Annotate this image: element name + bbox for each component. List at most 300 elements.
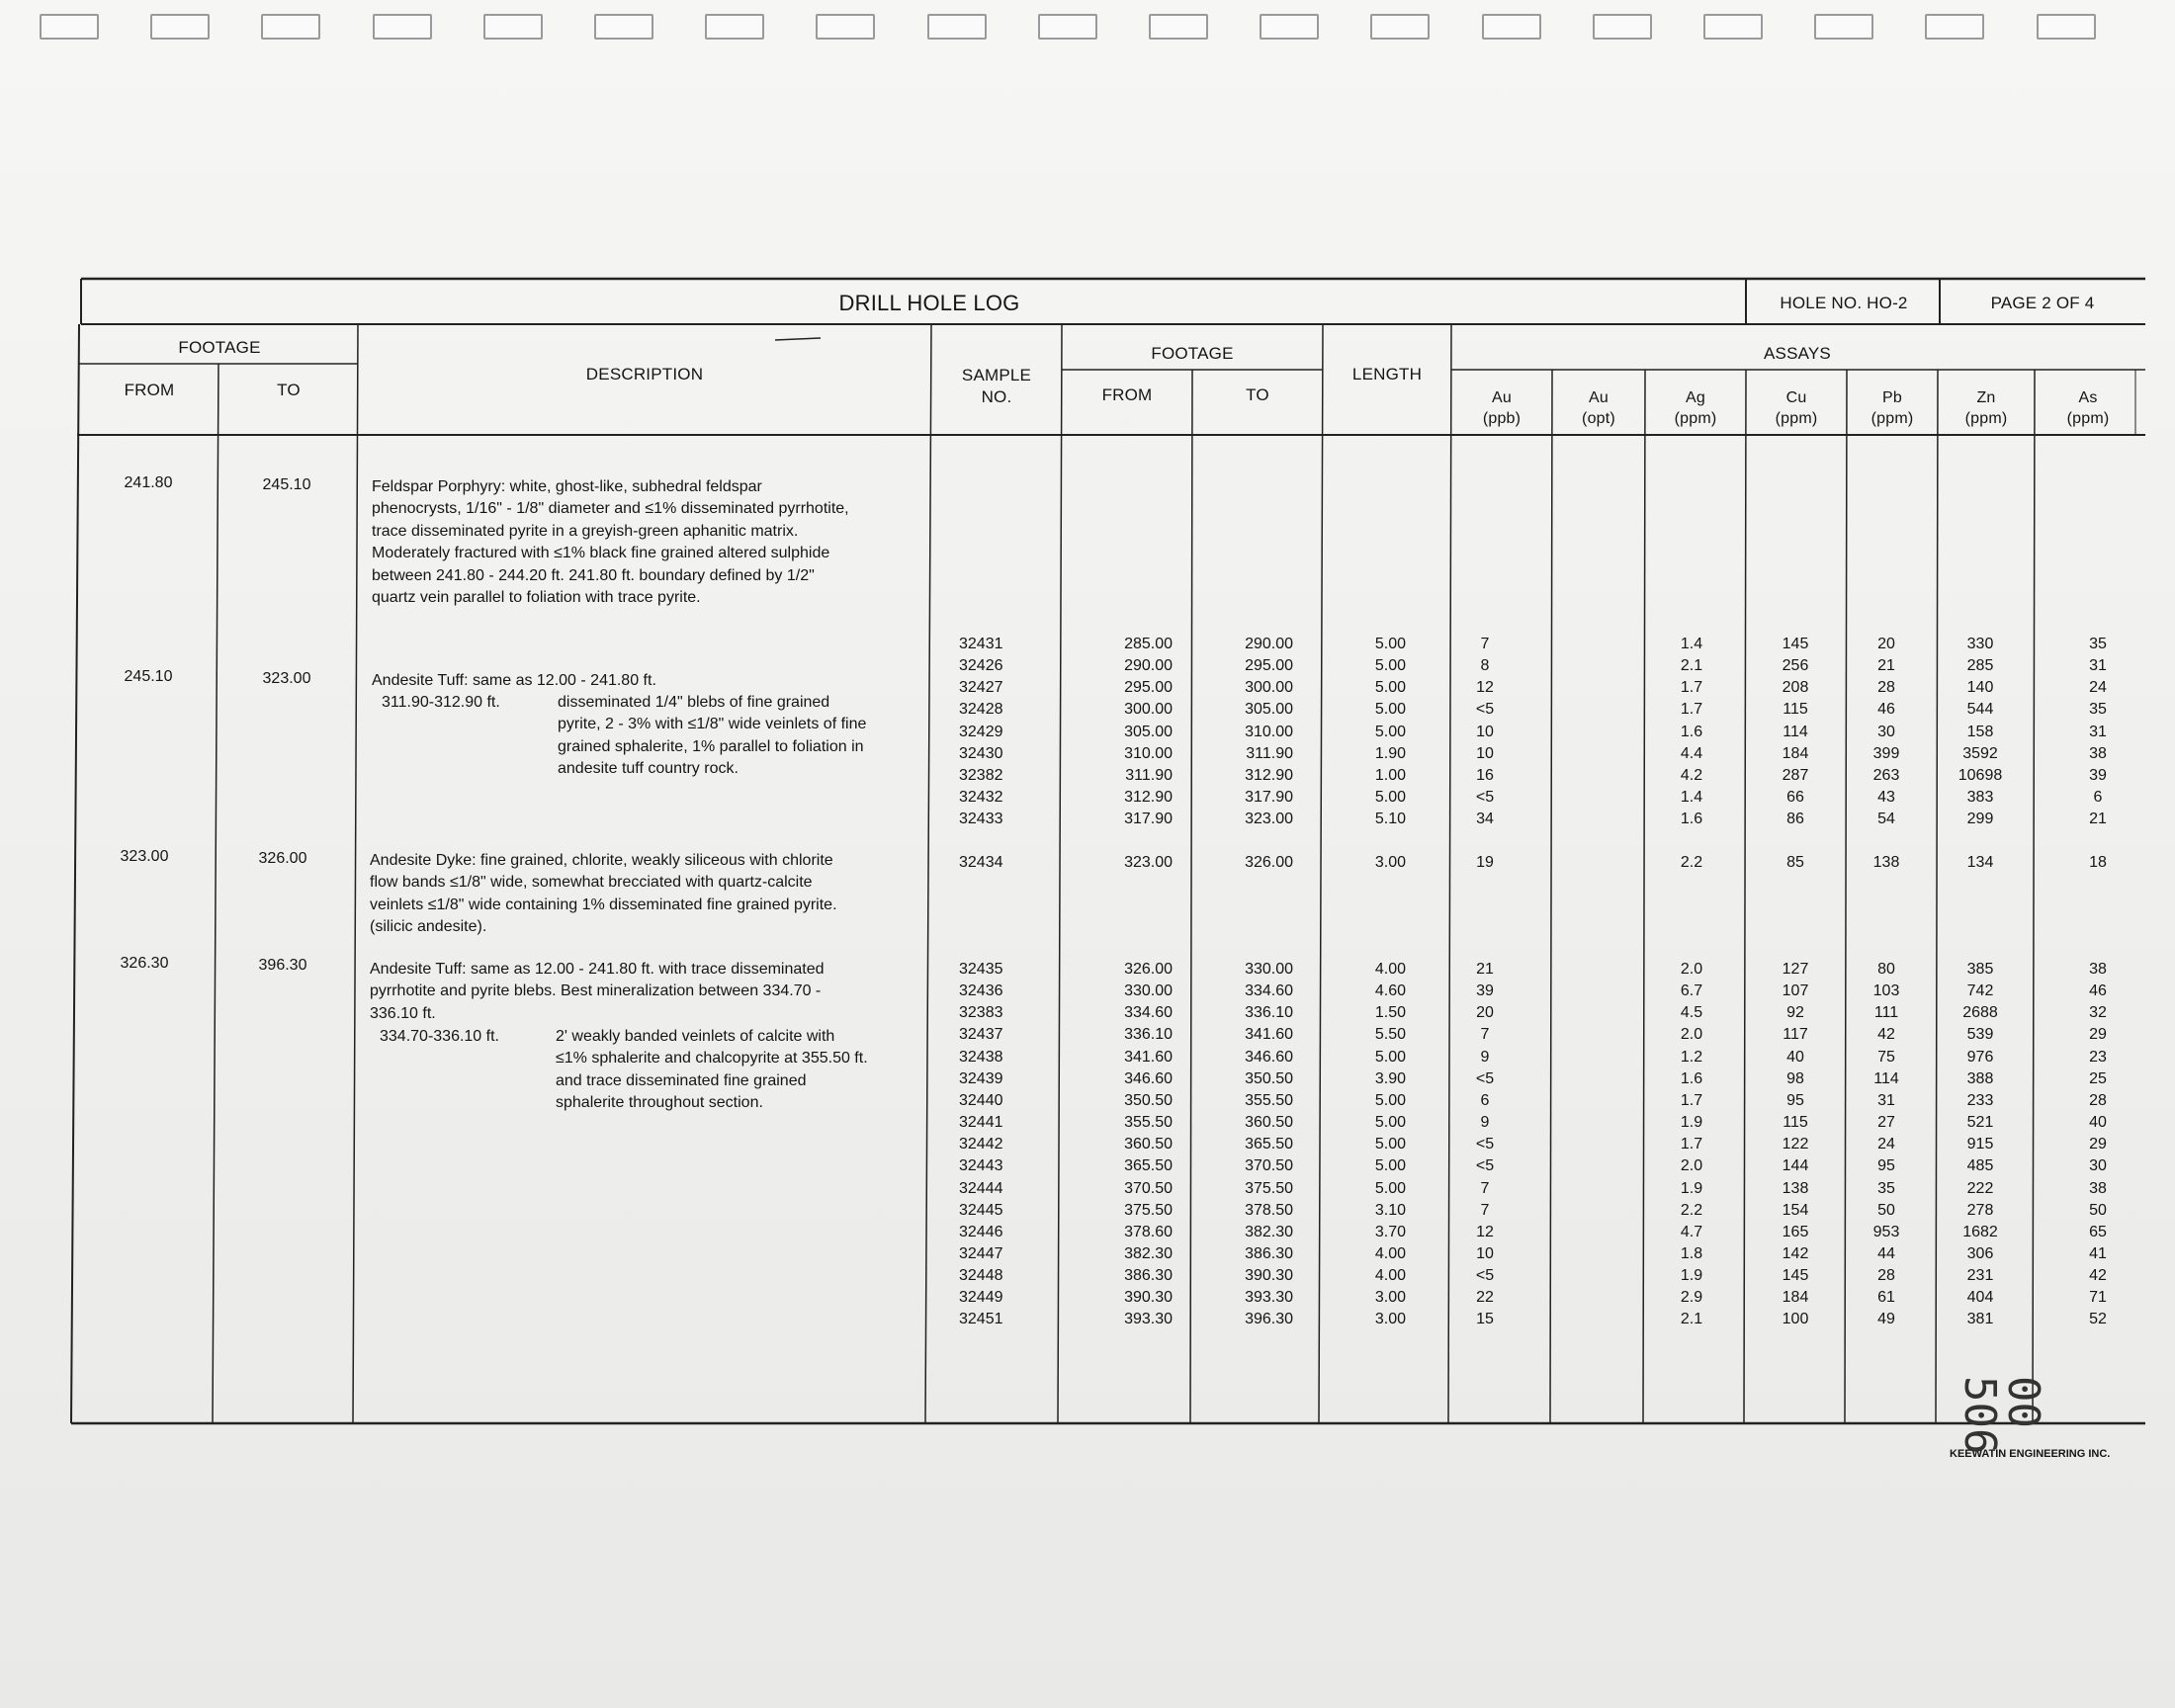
cell-au-ppb: 15 <box>1476 1311 1494 1328</box>
cell-zn: 388 <box>1966 1069 1994 1087</box>
cell-zn: 3592 <box>1962 744 1998 762</box>
cell-length: 1.50 <box>1374 1004 1406 1022</box>
sample-footage-header: FOOTAGE <box>1151 344 1234 363</box>
cell-from: 285.00 <box>1124 636 1173 652</box>
cell-zn: 1682 <box>1962 1223 1998 1240</box>
cell-cu: 184 <box>1782 744 1809 762</box>
assay-header-cu-unit: (ppm) <box>1775 410 1818 427</box>
interval-4-from: 326.30 <box>120 955 169 972</box>
cell-pb: 61 <box>1877 1289 1895 1307</box>
cell-as: 65 <box>2089 1223 2107 1240</box>
cell-length: 5.00 <box>1374 723 1406 740</box>
cell-sample: 32431 <box>959 636 1003 652</box>
sample-from-header: FROM <box>1101 385 1153 404</box>
cell-from: 346.60 <box>1124 1069 1173 1087</box>
cell-au-ppb: 10 <box>1476 744 1494 762</box>
cell-sample: 32433 <box>959 811 1003 828</box>
cell-sample: 32439 <box>959 1069 1003 1087</box>
page-stamp-number: 00 506 <box>1955 1376 2048 1455</box>
sub-interval-2: 334.70-336.10 ft. <box>380 1028 499 1045</box>
cell-ag: 4.7 <box>1680 1223 1703 1240</box>
cell-from: 295.00 <box>1124 679 1173 697</box>
cell-as: 40 <box>2089 1114 2107 1132</box>
cell-au-ppb: 19 <box>1476 854 1494 871</box>
cell-cu: 256 <box>1782 657 1809 675</box>
cell-length: 5.00 <box>1374 701 1406 719</box>
cell-au-ppb: 20 <box>1476 1004 1494 1022</box>
cell-cu: 100 <box>1782 1311 1809 1328</box>
cell-as: 29 <box>2089 1026 2107 1044</box>
cell-zn: 134 <box>1966 854 1994 871</box>
cell-zn: 140 <box>1966 679 1994 697</box>
cell-from: 350.50 <box>1124 1091 1173 1109</box>
cell-to: 365.50 <box>1245 1136 1293 1153</box>
cell-sample: 32432 <box>959 789 1003 807</box>
cell-to: 310.00 <box>1245 723 1293 740</box>
cell-length: 5.00 <box>1374 657 1406 675</box>
assay-header-ag-element: Ag <box>1686 389 1705 406</box>
cell-sample: 32434 <box>959 854 1003 871</box>
cell-au-ppb: 6 <box>1480 1091 1490 1109</box>
cell-ag: 1.7 <box>1680 1136 1703 1153</box>
cell-as: 52 <box>2089 1311 2107 1328</box>
cell-from: 323.00 <box>1124 854 1173 871</box>
cell-length: 5.50 <box>1374 1026 1406 1044</box>
cell-sample: 32435 <box>959 961 1003 978</box>
cell-au-ppb: 7 <box>1480 636 1490 652</box>
cell-to: 323.00 <box>1245 811 1293 828</box>
assay-header-pb-element: Pb <box>1882 389 1902 406</box>
cell-pb: 31 <box>1877 1091 1895 1109</box>
cell-au-ppb: 21 <box>1476 961 1494 978</box>
cell-to: 334.60 <box>1245 982 1293 1000</box>
cell-from: 317.90 <box>1124 811 1173 828</box>
cell-zn: 306 <box>1966 1244 1994 1262</box>
cell-as: 24 <box>2089 679 2107 697</box>
cell-ag: 1.6 <box>1680 811 1703 828</box>
cell-pb: 20 <box>1877 636 1895 652</box>
cell-to: 317.90 <box>1245 789 1293 807</box>
cell-sample: 32444 <box>959 1179 1003 1197</box>
cell-as: 6 <box>2093 789 2103 807</box>
cell-sample: 32443 <box>959 1157 1003 1175</box>
cell-pb: 953 <box>1872 1223 1900 1240</box>
cell-length: 1.90 <box>1374 744 1406 762</box>
cell-pb: 44 <box>1877 1244 1895 1262</box>
cell-zn: 539 <box>1966 1026 1994 1044</box>
assay-header-au-element: Au <box>1492 389 1512 406</box>
assay-header-au-unit: (ppb) <box>1482 410 1522 427</box>
cell-zn: 233 <box>1966 1091 1994 1109</box>
cell-au-ppb: 8 <box>1480 657 1490 675</box>
cell-cu: 184 <box>1782 1289 1809 1307</box>
cell-sample: 32429 <box>959 723 1003 740</box>
cell-cu: 144 <box>1782 1157 1809 1175</box>
cell-length: 5.00 <box>1374 1179 1406 1197</box>
cell-ag: 1.9 <box>1680 1179 1703 1197</box>
cell-as: 42 <box>2089 1267 2107 1285</box>
cell-to: 390.30 <box>1245 1267 1293 1285</box>
interval-1-to: 245.10 <box>262 476 311 493</box>
cell-length: 5.00 <box>1374 1114 1406 1132</box>
cell-to: 336.10 <box>1245 1004 1293 1022</box>
cell-from: 382.30 <box>1124 1244 1173 1262</box>
cell-pb: 138 <box>1872 854 1900 871</box>
cell-au-ppb: <5 <box>1475 789 1495 807</box>
assay-header-cu-element: Cu <box>1785 389 1807 406</box>
cell-cu: 66 <box>1786 789 1804 807</box>
cell-as: 71 <box>2089 1289 2107 1307</box>
company-footer: KEEWATIN ENGINEERING INC. <box>1950 1448 2111 1460</box>
cell-cu: 114 <box>1783 723 1808 740</box>
cell-cu: 127 <box>1782 961 1809 978</box>
interval-3-from: 323.00 <box>120 848 169 865</box>
cell-from: 393.30 <box>1124 1311 1173 1328</box>
cell-pb: 75 <box>1877 1048 1895 1066</box>
cell-pb: 35 <box>1877 1179 1895 1197</box>
cell-zn: 2688 <box>1962 1004 1998 1022</box>
interval-3-to: 326.00 <box>258 850 307 867</box>
cell-as: 35 <box>2089 701 2107 719</box>
cell-cu: 154 <box>1782 1201 1809 1219</box>
assays-header: ASSAYS <box>1764 344 1831 363</box>
cell-ag: 4.4 <box>1680 744 1703 762</box>
cell-pb: 50 <box>1877 1201 1895 1219</box>
cell-to: 375.50 <box>1245 1179 1293 1197</box>
cell-ag: 1.4 <box>1680 789 1703 807</box>
assay-header-ag-unit: (ppm) <box>1674 410 1717 427</box>
cell-as: 39 <box>2089 766 2107 784</box>
cell-to: 378.50 <box>1245 1201 1293 1219</box>
cell-to: 305.00 <box>1245 701 1293 719</box>
cell-au-ppb: 7 <box>1480 1201 1490 1219</box>
cell-au-ppb: <5 <box>1475 1136 1495 1153</box>
cell-sample: 32382 <box>959 766 1003 784</box>
cell-to: 330.00 <box>1245 961 1293 978</box>
sub-interval-1: 311.90-312.90 ft. <box>382 694 500 711</box>
assay-header-zn-element: Zn <box>1976 389 1996 406</box>
cell-from: 336.10 <box>1124 1026 1173 1044</box>
cell-to: 326.00 <box>1245 854 1293 871</box>
cell-length: 5.00 <box>1374 789 1406 807</box>
cell-to: 370.50 <box>1245 1157 1293 1175</box>
cell-as: 25 <box>2089 1069 2107 1087</box>
cell-from: 311.90 <box>1125 766 1173 784</box>
cell-zn: 485 <box>1966 1157 1994 1175</box>
interval-2-from: 245.10 <box>124 668 173 685</box>
cell-cu: 107 <box>1782 982 1809 1000</box>
cell-sample: 32438 <box>959 1048 1003 1066</box>
cell-sample: 32449 <box>959 1289 1003 1307</box>
cell-to: 355.50 <box>1245 1091 1293 1109</box>
cell-from: 334.60 <box>1124 1004 1173 1022</box>
cell-zn: 222 <box>1966 1179 1994 1197</box>
cell-from: 375.50 <box>1124 1201 1173 1219</box>
cell-as: 31 <box>2089 657 2107 675</box>
cell-zn: 10698 <box>1958 766 2003 784</box>
cell-au-ppb: 9 <box>1480 1114 1490 1132</box>
assay-header-as-unit: (ppm) <box>2066 410 2110 427</box>
cell-zn: 299 <box>1966 811 1994 828</box>
cell-zn: 915 <box>1966 1136 1994 1153</box>
assay-header-au-unit: (opt) <box>1582 410 1615 427</box>
cell-pb: 24 <box>1877 1136 1895 1153</box>
cell-from: 378.60 <box>1124 1223 1173 1240</box>
cell-to: 341.60 <box>1245 1026 1293 1044</box>
cell-pb: 30 <box>1877 723 1895 740</box>
cell-length: 4.60 <box>1374 982 1406 1000</box>
cell-length: 4.00 <box>1374 1267 1406 1285</box>
cell-au-ppb: 10 <box>1476 1244 1494 1262</box>
cell-cu: 145 <box>1782 636 1809 652</box>
interval-1-from: 241.80 <box>124 474 173 491</box>
cell-cu: 117 <box>1783 1026 1808 1044</box>
cell-cu: 122 <box>1782 1136 1809 1153</box>
cell-ag: 1.4 <box>1680 636 1703 652</box>
cell-from: 300.00 <box>1124 701 1173 719</box>
cell-pb: 28 <box>1877 1267 1895 1285</box>
assay-header-pb-unit: (ppm) <box>1870 410 1914 427</box>
cell-ag: 1.6 <box>1680 1069 1703 1087</box>
cell-sample: 32383 <box>959 1004 1003 1022</box>
cell-sample: 32445 <box>959 1201 1003 1219</box>
cell-au-ppb: 7 <box>1480 1179 1490 1197</box>
cell-pb: 80 <box>1877 961 1895 978</box>
cell-pb: 46 <box>1877 701 1895 719</box>
description-andesite-tuff-1-detail: disseminated 1/4" blebs of fine grained pyrite, 2 - 3% with ≤1/8" wide veinlets of fine grained sphalerite, 1% parallel to foliation in andesite tuff country rock. <box>558 694 867 778</box>
cell-pb: 42 <box>1877 1026 1895 1044</box>
cell-pb: 114 <box>1873 1069 1899 1087</box>
cell-length: 5.00 <box>1374 679 1406 697</box>
cell-cu: 145 <box>1782 1267 1809 1285</box>
cell-from: 305.00 <box>1124 723 1173 740</box>
cell-length: 5.00 <box>1374 1157 1406 1175</box>
cell-au-ppb: 39 <box>1476 982 1494 1000</box>
cell-pb: 27 <box>1877 1114 1895 1132</box>
cell-as: 28 <box>2089 1091 2107 1109</box>
cell-au-ppb: <5 <box>1475 701 1495 719</box>
cell-to: 386.30 <box>1245 1244 1293 1262</box>
cell-length: 5.10 <box>1374 811 1406 828</box>
footage-from-header: FROM <box>124 381 175 399</box>
cell-length: 5.00 <box>1374 636 1406 652</box>
cell-length: 3.00 <box>1374 1289 1406 1307</box>
hole-number: HOLE NO. HO-2 <box>1780 294 1908 312</box>
description-andesite-dyke: Andesite Dyke: fine grained, chlorite, weakly siliceous with chlorite flow bands ≤1/8" wide, somewhat brecciated with quartz-calcite veinlets ≤1/8" wide containing 1% disseminated fine grained pyrite. (silicic andesite). <box>370 852 837 936</box>
cell-ag: 1.7 <box>1680 679 1703 697</box>
cell-sample: 32426 <box>959 657 1003 675</box>
cell-to: 360.50 <box>1245 1114 1293 1132</box>
interval-4-to: 396.30 <box>258 957 307 974</box>
cell-sample: 32427 <box>959 679 1003 697</box>
cell-ag: 1.9 <box>1680 1267 1703 1285</box>
cell-sample: 32446 <box>959 1223 1003 1240</box>
cell-cu: 86 <box>1786 811 1804 828</box>
cell-ag: 1.8 <box>1680 1244 1703 1262</box>
cell-to: 311.90 <box>1246 744 1293 762</box>
cell-au-ppb: 22 <box>1476 1289 1494 1307</box>
cell-cu: 165 <box>1782 1223 1809 1240</box>
cell-to: 312.90 <box>1245 766 1293 784</box>
cell-sample: 32441 <box>959 1114 1003 1132</box>
cell-au-ppb: 7 <box>1480 1026 1490 1044</box>
cell-pb: 103 <box>1872 982 1900 1000</box>
cell-au-ppb: 12 <box>1476 1223 1494 1240</box>
cell-from: 312.90 <box>1124 789 1173 807</box>
cell-from: 390.30 <box>1124 1289 1173 1307</box>
cell-pb: 95 <box>1877 1157 1895 1175</box>
cell-ag: 2.0 <box>1680 1026 1703 1044</box>
sample-no-header-line2: NO. <box>981 387 1012 406</box>
cell-ag: 1.2 <box>1680 1048 1703 1066</box>
description-andesite-tuff-1: Andesite Tuff: same as 12.00 - 241.80 ft. <box>372 672 656 689</box>
cell-cu: 85 <box>1786 854 1804 871</box>
cell-length: 3.00 <box>1374 854 1406 871</box>
cell-pb: 111 <box>1873 1004 1899 1022</box>
cell-as: 50 <box>2089 1201 2107 1219</box>
cell-ag: 2.0 <box>1680 1157 1703 1175</box>
cell-sample: 32430 <box>959 744 1003 762</box>
cell-pb: 21 <box>1877 657 1895 675</box>
cell-cu: 40 <box>1786 1048 1804 1066</box>
cell-length: 1.00 <box>1374 766 1406 784</box>
cell-length: 3.00 <box>1374 1311 1406 1328</box>
cell-length: 3.70 <box>1374 1223 1406 1240</box>
cell-ag: 2.1 <box>1680 657 1703 675</box>
cell-from: 290.00 <box>1124 657 1173 675</box>
cell-length: 4.00 <box>1374 961 1406 978</box>
cell-ag: 4.2 <box>1680 766 1703 784</box>
cell-cu: 95 <box>1786 1091 1804 1109</box>
cell-ag: 4.5 <box>1680 1004 1703 1022</box>
footage-header: FOOTAGE <box>178 338 261 357</box>
cell-au-ppb: 10 <box>1476 723 1494 740</box>
cell-zn: 544 <box>1966 701 1994 719</box>
cell-from: 326.00 <box>1124 961 1173 978</box>
cell-from: 360.50 <box>1124 1136 1173 1153</box>
cell-zn: 381 <box>1966 1311 1994 1328</box>
cell-from: 355.50 <box>1124 1114 1173 1132</box>
cell-au-ppb: 12 <box>1476 679 1494 697</box>
cell-sample: 32440 <box>959 1091 1003 1109</box>
cell-zn: 330 <box>1966 636 1994 652</box>
cell-cu: 287 <box>1782 766 1809 784</box>
cell-cu: 92 <box>1786 1004 1804 1022</box>
cell-cu: 98 <box>1786 1069 1804 1087</box>
cell-as: 31 <box>2089 723 2107 740</box>
cell-length: 5.00 <box>1374 1136 1406 1153</box>
cell-to: 300.00 <box>1245 679 1293 697</box>
cell-zn: 278 <box>1966 1201 1994 1219</box>
description-andesite-tuff-2-detail: 2' weakly banded veinlets of calcite with ≤1% sphalerite and chalcopyrite at 355.50 ft. and trace disseminated fine grained sphalerite throughout section. <box>556 1028 868 1112</box>
cell-zn: 285 <box>1966 657 1994 675</box>
cell-ag: 1.9 <box>1680 1114 1703 1132</box>
cell-as: 29 <box>2089 1136 2107 1153</box>
cell-sample: 32447 <box>959 1244 1003 1262</box>
cell-zn: 385 <box>1966 961 1994 978</box>
cell-cu: 115 <box>1783 1114 1808 1132</box>
cell-length: 3.90 <box>1374 1069 1406 1087</box>
cell-to: 393.30 <box>1245 1289 1293 1307</box>
cell-as: 41 <box>2089 1244 2107 1262</box>
description-header: DESCRIPTION <box>585 365 704 384</box>
cell-sample: 32451 <box>959 1311 1003 1328</box>
assay-header-zn-unit: (ppm) <box>1964 410 2008 427</box>
cell-au-ppb: 16 <box>1476 766 1494 784</box>
cell-as: 30 <box>2089 1157 2107 1175</box>
cell-as: 46 <box>2089 982 2107 1000</box>
cell-as: 35 <box>2089 636 2107 652</box>
cell-ag: 6.7 <box>1680 982 1703 1000</box>
cell-au-ppb: 34 <box>1476 811 1494 828</box>
cell-length: 5.00 <box>1374 1048 1406 1066</box>
cell-zn: 521 <box>1966 1114 1994 1132</box>
form-title: DRILL HOLE LOG <box>838 291 1020 315</box>
cell-sample: 32437 <box>959 1026 1003 1044</box>
cell-pb: 43 <box>1877 789 1895 807</box>
cell-sample: 32428 <box>959 701 1003 719</box>
cell-pb: 399 <box>1872 744 1900 762</box>
cell-length: 5.00 <box>1374 1091 1406 1109</box>
cell-from: 386.30 <box>1124 1267 1173 1285</box>
cell-from: 365.50 <box>1124 1157 1173 1175</box>
description-andesite-tuff-2: Andesite Tuff: same as 12.00 - 241.80 ft. with trace disseminated pyrrhotite and pyrite blebs. Best mineralization between 334.70 - 336.10 ft. <box>370 961 825 1022</box>
interval-2-to: 323.00 <box>262 670 311 687</box>
cell-to: 346.60 <box>1245 1048 1293 1066</box>
cell-zn: 404 <box>1966 1289 1994 1307</box>
cell-au-ppb: <5 <box>1475 1267 1495 1285</box>
cell-to: 382.30 <box>1245 1223 1293 1240</box>
cell-pb: 54 <box>1877 811 1895 828</box>
cell-from: 370.50 <box>1124 1179 1173 1197</box>
cell-to: 350.50 <box>1245 1069 1293 1087</box>
page-number: PAGE 2 OF 4 <box>1990 294 2095 312</box>
footage-to-header: TO <box>277 381 301 399</box>
cell-sample: 32436 <box>959 982 1003 1000</box>
cell-au-ppb: 9 <box>1480 1048 1490 1066</box>
cell-as: 18 <box>2089 854 2107 871</box>
cell-ag: 2.9 <box>1680 1289 1703 1307</box>
cell-pb: 263 <box>1872 766 1900 784</box>
cell-zn: 742 <box>1966 982 1994 1000</box>
cell-length: 4.00 <box>1374 1244 1406 1262</box>
cell-cu: 115 <box>1783 701 1808 719</box>
cell-sample: 32442 <box>959 1136 1003 1153</box>
cell-as: 23 <box>2089 1048 2107 1066</box>
cell-zn: 976 <box>1966 1048 1994 1066</box>
length-header: LENGTH <box>1351 365 1423 384</box>
cell-from: 330.00 <box>1124 982 1173 1000</box>
cell-cu: 208 <box>1782 679 1809 697</box>
cell-ag: 1.7 <box>1680 701 1703 719</box>
cell-cu: 138 <box>1782 1179 1809 1197</box>
cell-zn: 383 <box>1966 789 1994 807</box>
cell-ag: 1.6 <box>1680 723 1703 740</box>
description-feldspar-porphyry: Feldspar Porphyry: white, ghost-like, subhedral feldspar phenocrysts, 1/16" - 1/8" diameter and ≤1% disseminated pyrrhotite, trace disseminated pyrite in a greyish-green aphanitic matrix. Moderately fractured with ≤1% black fine grained altered sulphide between 241.80 - 244.20 ft. 241.80 ft. boundary defined by 1/2" quartz vein parallel to foliation with trace pyrite. <box>372 478 849 607</box>
cell-as: 21 <box>2089 811 2107 828</box>
cell-as: 32 <box>2089 1004 2107 1022</box>
cell-ag: 2.2 <box>1680 1201 1703 1219</box>
cell-ag: 2.2 <box>1680 854 1703 871</box>
cell-pb: 49 <box>1877 1311 1895 1328</box>
cell-zn: 231 <box>1966 1267 1994 1285</box>
cell-as: 38 <box>2089 1179 2107 1197</box>
cell-ag: 1.7 <box>1680 1091 1703 1109</box>
cell-au-ppb: <5 <box>1475 1069 1495 1087</box>
cell-as: 38 <box>2089 961 2107 978</box>
assay-header-au-element: Au <box>1589 389 1609 406</box>
cell-cu: 142 <box>1782 1244 1809 1262</box>
